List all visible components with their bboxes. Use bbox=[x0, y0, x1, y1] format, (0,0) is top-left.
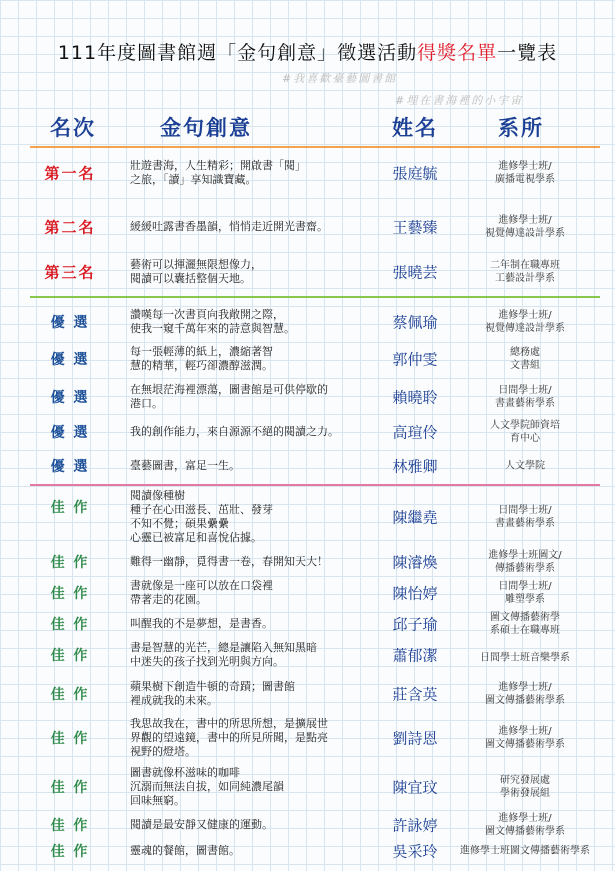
rank-label: 佳 作 bbox=[50, 500, 90, 516]
header-quote: 金句創意 bbox=[160, 116, 252, 140]
quote-text: 我的創作能力，來自源源不絕的閱讀之力。 bbox=[130, 425, 339, 438]
rank-label: 優 選 bbox=[50, 390, 90, 406]
quote-text: 緩緩吐露書香墨韻，悄悄走近開光書齋。 bbox=[130, 220, 328, 233]
quote-text: 臺藝圖書，富足一生。 bbox=[130, 459, 240, 472]
table-row bbox=[0, 713, 615, 763]
department: 圖文傳播藝術學 系碩士在職專班 bbox=[490, 612, 560, 636]
department: 人文學院 bbox=[505, 460, 545, 472]
department: 研究發展處 學術發展組 bbox=[500, 775, 550, 799]
department: 進修學士班/ 視覺傳達設計學系 bbox=[485, 310, 565, 334]
divider-top bbox=[30, 146, 600, 148]
rank-label: 優 選 bbox=[50, 425, 90, 441]
table-row bbox=[0, 677, 615, 711]
winner-name: 吳采玲 bbox=[392, 842, 438, 861]
winner-name: 賴曉聆 bbox=[392, 388, 438, 407]
department: 進修學士班/ 廣播電視學系 bbox=[495, 161, 555, 185]
header-dept: 系所 bbox=[498, 116, 544, 140]
rank-label: 佳 作 bbox=[50, 844, 90, 860]
department: 進修學士班圖文傳播藝術學系 bbox=[460, 845, 590, 857]
quote-text: 叫醒我的不是夢想，是書香。 bbox=[130, 617, 273, 630]
quote-text: 閱讀是最安靜又健康的運動。 bbox=[130, 818, 273, 831]
winner-name: 張庭毓 bbox=[392, 164, 438, 183]
department: 日間學士班/ 書畫藝術學系 bbox=[495, 385, 555, 409]
table-row bbox=[0, 379, 615, 415]
rank-label: 佳 作 bbox=[50, 648, 90, 664]
header-rank: 名次 bbox=[50, 116, 96, 140]
header-name: 姓名 bbox=[392, 116, 438, 140]
table-row bbox=[0, 150, 615, 196]
quote-text: 壯遊書海，人生精彩；開啟書「閱」 之旅，「讀」享知識寶藏。 bbox=[130, 159, 306, 186]
department: 人文學院師資培 育中心 bbox=[490, 420, 560, 444]
quote-text: 蘋果樹下創造牛頓的奇蹟；圖書館 裡成就我的未來。 bbox=[130, 680, 295, 707]
table-row bbox=[0, 610, 615, 638]
quote-text: 書是智慧的光芒，總是讓陷入無知黑暗 中迷失的孩子找到光明與方向。 bbox=[130, 641, 317, 668]
department: 日間學士班音樂學系 bbox=[480, 652, 570, 664]
watermark-hashtag-library: #我喜歡臺藝圖書館 bbox=[282, 72, 398, 85]
winner-name: 王藝臻 bbox=[392, 218, 438, 237]
quote-text: 難得一幽靜，覓得書一卷，春開知天大！ bbox=[130, 555, 328, 568]
table-row bbox=[0, 417, 615, 447]
title-suffix: 一覽表 bbox=[497, 42, 558, 64]
rank-label: 優 選 bbox=[50, 459, 90, 475]
department: 進修學士班/ 圖文傳播藝術學系 bbox=[485, 682, 565, 706]
rank-label: 佳 作 bbox=[50, 617, 90, 633]
department: 日間學士班/ 雕塑學系 bbox=[498, 581, 552, 605]
divider-honorable bbox=[30, 484, 600, 486]
department: 日間學士班/ 書畫藝術學系 bbox=[495, 505, 555, 529]
table-row bbox=[0, 638, 615, 672]
quote-text: 閱讀像種樹 種子在心田滋長、茁壯、發芽 不知不覺；碩果纍纍 心靈已被富足和喜悅佔據。 bbox=[130, 489, 273, 544]
rank-label: 佳 作 bbox=[50, 555, 90, 571]
table-row bbox=[0, 250, 615, 294]
winner-name: 莊含英 bbox=[392, 685, 438, 704]
quote-text: 圖書就像杯滋味的咖啡 沉溺而無法自拔，如同純濃尾韻 回味無窮。 bbox=[130, 766, 284, 807]
department: 總務處 文書組 bbox=[510, 347, 540, 371]
rank-label: 第三名 bbox=[44, 263, 96, 282]
department: 進修學士班/ 圖文傳播藝術學系 bbox=[485, 813, 565, 837]
table-row bbox=[0, 764, 615, 810]
winner-name: 張曉芸 bbox=[392, 263, 438, 282]
rank-label: 佳 作 bbox=[50, 818, 90, 834]
winner-name: 陳繼堯 bbox=[392, 508, 438, 527]
rank-label: 第二名 bbox=[44, 218, 96, 237]
winner-name: 劉詩恩 bbox=[392, 729, 438, 748]
rank-label: 佳 作 bbox=[50, 731, 90, 747]
table-row bbox=[0, 548, 615, 576]
rank-label: 佳 作 bbox=[50, 780, 90, 796]
winner-name: 許詠婷 bbox=[392, 816, 438, 835]
quote-text: 讚嘆每一次書頁向我敞開之際， 使我一窺千萬年來的詩意與智慧。 bbox=[130, 308, 295, 335]
watermark-hashtag-universe: #埋在書海裡的小宇宙 bbox=[395, 94, 524, 107]
rank-label: 優 選 bbox=[50, 352, 90, 368]
department: 進修學士班/ 圖文傳播藝術學系 bbox=[485, 726, 565, 750]
rank-label: 第一名 bbox=[44, 164, 96, 183]
table-row bbox=[0, 305, 615, 339]
winner-name: 郭仲雯 bbox=[392, 350, 438, 369]
rank-label: 佳 作 bbox=[50, 687, 90, 703]
department: 進修學士班/ 視覺傳達設計學系 bbox=[485, 215, 565, 239]
winner-name: 邱子瑜 bbox=[392, 615, 438, 634]
rank-label: 佳 作 bbox=[50, 586, 90, 602]
quote-text: 我思故我在，書中的所思所想，是擴展世 界觀的望遠鏡，書中的所見所聞，是點亮 視野的燈塔。 bbox=[130, 717, 328, 758]
winner-name: 陳怡婷 bbox=[392, 584, 438, 603]
winner-name: 陳濬煥 bbox=[392, 553, 438, 572]
quote-text: 藝術可以揮灑無限想像力， 閱讀可以囊括整個天地。 bbox=[130, 258, 262, 285]
department: 進修學士班圖文/ 傳播藝術學系 bbox=[488, 550, 562, 574]
quote-text: 書就像是一座可以放在口袋裡 帶著走的花園。 bbox=[130, 579, 273, 606]
divider-merit bbox=[30, 296, 600, 298]
table-row bbox=[0, 810, 615, 840]
winner-name: 高瑄伶 bbox=[392, 423, 438, 442]
winner-name: 蕭郁潔 bbox=[392, 646, 438, 665]
quote-text: 每一張輕薄的紙上，濃縮著智 慧的精華，輕巧卻濃醇滋潤。 bbox=[130, 345, 273, 372]
table-row bbox=[0, 577, 615, 609]
table-row bbox=[0, 838, 615, 864]
winner-name: 蔡佩瑜 bbox=[392, 313, 438, 332]
page-title bbox=[0, 38, 615, 65]
quote-text: 在無垠茫海裡漂蕩，圖書館是可供停歇的 港口。 bbox=[130, 383, 328, 410]
department: 二年制在職專班 工藝設計學系 bbox=[490, 260, 560, 284]
table-row bbox=[0, 487, 615, 547]
rank-label: 優 選 bbox=[50, 315, 90, 331]
table-row bbox=[0, 342, 615, 376]
winner-name: 林雅卿 bbox=[392, 457, 438, 476]
title-highlight: 得獎名單 bbox=[417, 42, 498, 64]
title-prefix: 111年度圖書館週「金句創意」徵選活動 bbox=[57, 42, 418, 64]
winner-name: 陳宜玟 bbox=[392, 778, 438, 797]
quote-text: 靈魂的餐館，圖書館。 bbox=[130, 844, 240, 857]
table-row bbox=[0, 452, 615, 480]
table-row bbox=[0, 206, 615, 248]
